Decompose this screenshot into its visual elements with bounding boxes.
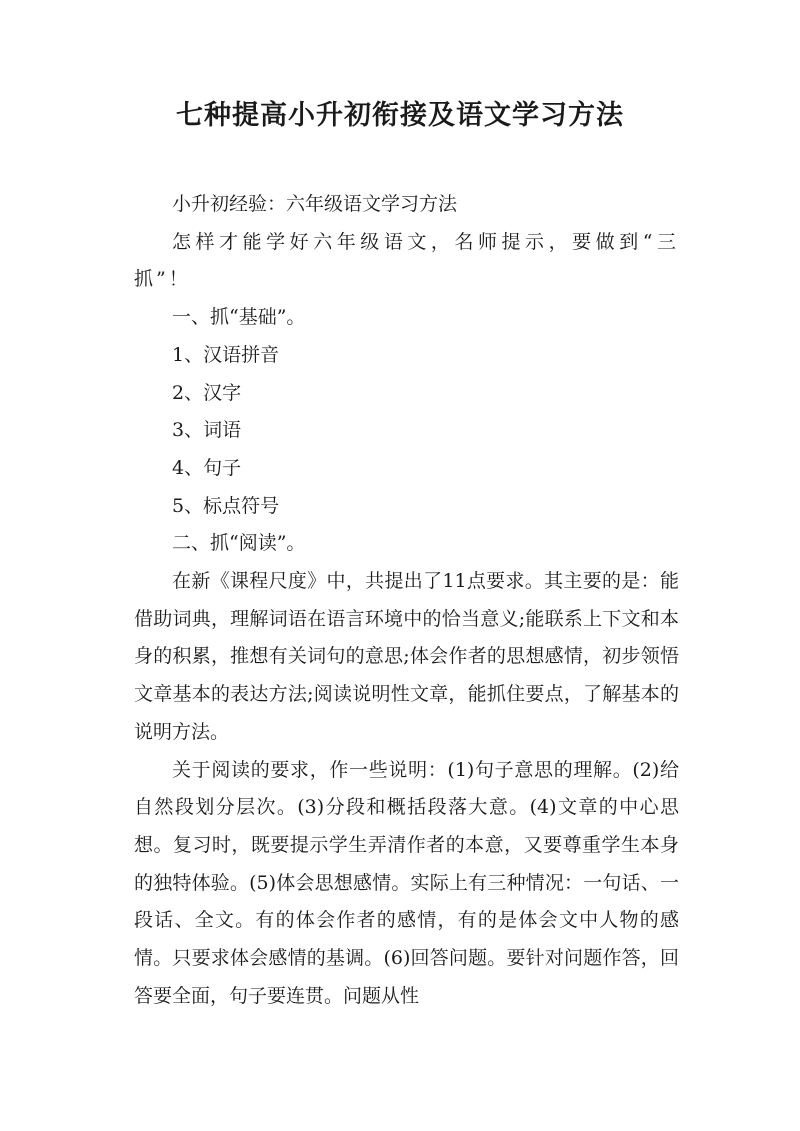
list-item-pinyin: 1、汉语拼音 [172, 343, 280, 366]
list-item-punctuation: 5、标点符号 [172, 494, 280, 517]
paragraph-curriculum: 在新《课程尺度》中，共提出了11点要求。其主要的是：能借助词典，理解词语在语言环境中的恰当意义;能联系上下文和本身的积累，推想有关词句的意思;体会作者的思想感情，初步领悟文章基本的表达方法;阅读说明性文章，能抓住要点，了解基本的说明方法。 [134, 570, 679, 743]
list-item-hanzi: 2、汉字 [172, 381, 242, 404]
document-body [134, 186, 679, 1015]
section-heading-basics: 一、抓“基础”。 [172, 306, 306, 329]
paragraph-subtitle: 小升初经验：六年级语文学习方法 [172, 193, 458, 215]
list-item-words: 3、词语 [172, 419, 242, 442]
section-heading-reading: 二、抓“阅读”。 [172, 532, 306, 555]
document-title: 七种提高小升初衔接及语文学习方法 [176, 100, 624, 131]
list-item-sentences: 4、句子 [172, 456, 242, 479]
paragraph-reading-notes: 关于阅读的要求，作一些说明：(1)句子意思的理解。(2)给自然段划分层次。(3)分段和概括段落大意。(4)文章的中心思想。复习时，既要提示学生弄清作者的本意，又要尊重学生本身的独特体验。(5)体会思想感情。实际上有三种情况：一句话、一段话、全文。有的体会作者的感情，有的是体会文中人物的感情。只要求体会感情的基调。(6)回答问题。要针对问题作答，回答要全面，句子要连贯。问题从性 [134, 758, 679, 1007]
paragraph-intro: 怎样才能学好六年级语文，名师提示，要做到“三抓”！ [134, 230, 679, 291]
